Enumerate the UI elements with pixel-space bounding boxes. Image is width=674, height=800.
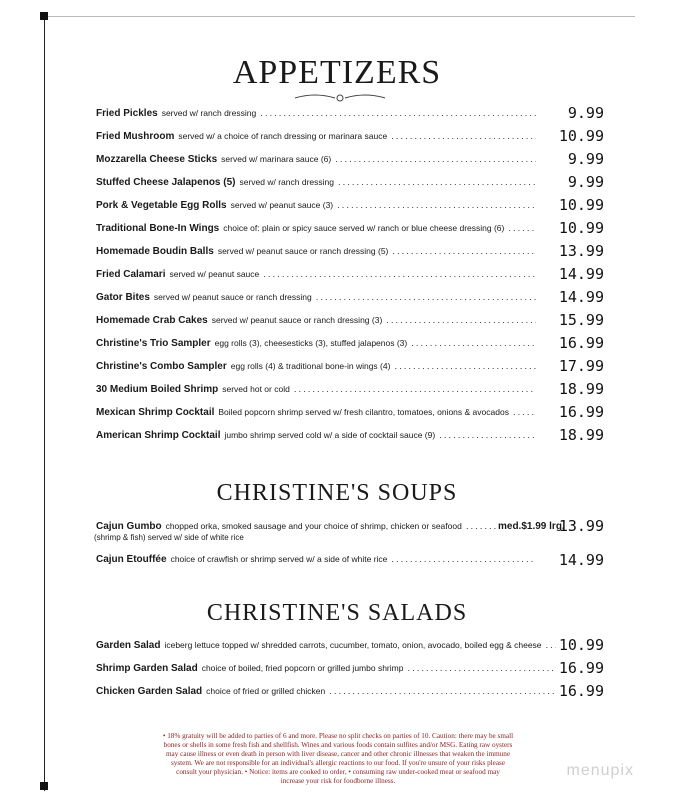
menu-item (96, 384, 536, 395)
item-price: 10.99 (558, 127, 604, 145)
item-subdesc: (shrimp & fish) served w/ side of white rice (94, 533, 244, 542)
item-desc: served w/ ranch dressing (239, 177, 334, 187)
menu-item (96, 269, 536, 280)
item-name: Mexican Shrimp Cocktail (96, 407, 215, 418)
item-desc: iceberg lettuce topped w/ shredded carrots, cucumber, tomato, onion, avocado, boiled egg & cheese (164, 640, 542, 650)
menu-item (96, 686, 556, 697)
appetizers-title: APPETIZERS (232, 54, 442, 91)
item-price: 13.99 (558, 517, 604, 535)
item-name: American Shrimp Cocktail (96, 430, 221, 441)
item-price: 9.99 (567, 104, 604, 122)
item-desc: served hot or cold (222, 384, 290, 394)
menu-item (96, 407, 536, 418)
menu-item (96, 663, 556, 674)
item-name: Shrimp Garden Salad (96, 663, 198, 674)
item-price: 14.99 (558, 288, 604, 306)
menu-item (96, 430, 536, 441)
item-desc: served w/ peanut sauce (3) (230, 200, 334, 210)
item-desc: choice of boiled, fried popcorn or grilled jumbo shrimp (201, 663, 404, 673)
menu-item (96, 108, 536, 119)
item-desc: served w/ peanut sauce (169, 269, 260, 279)
item-price: 14.99 (558, 551, 604, 569)
menu-item (96, 315, 536, 326)
item-desc: choice of fried or grilled chicken (206, 686, 326, 696)
item-price: 16.99 (558, 682, 604, 700)
menu-item (96, 131, 536, 142)
menu-item (96, 640, 556, 651)
menu-item (96, 154, 536, 165)
item-desc: served w/ a choice of ranch dressing or marinara sauce (178, 131, 388, 141)
salads-title: CHRISTINE'S SALADS (206, 600, 468, 626)
item-desc: served w/ peanut sauce or ranch dressing (153, 292, 312, 302)
item-price: 13.99 (558, 242, 604, 260)
menu-item (96, 292, 536, 303)
watermark: menupix (566, 762, 634, 779)
item-price: 10.99 (558, 196, 604, 214)
gumbo-size-prices: med.$1.99 lrg. (498, 521, 565, 532)
soups-title: CHRISTINE'S SOUPS (216, 480, 458, 506)
menu-item (96, 361, 536, 372)
item-desc: served w/ peanut sauce or ranch dressing (5) (217, 246, 389, 256)
item-price: 16.99 (558, 334, 604, 352)
item-desc: jumbo shrimp served cold w/ a side of cocktail sauce (9) (224, 430, 436, 440)
item-price: 10.99 (558, 219, 604, 237)
item-name: 30 Medium Boiled Shrimp (96, 384, 219, 395)
item-desc: egg rolls (4) & traditional bone-in wings (4) (230, 361, 391, 371)
item-price: 9.99 (567, 150, 604, 168)
flourish-icon (290, 92, 390, 104)
item-name: Traditional Bone-In Wings (96, 223, 220, 234)
item-name: Christine's Trio Sampler (96, 338, 211, 349)
corner-mark (40, 12, 48, 20)
item-name: Mozzarella Cheese Sticks (96, 154, 218, 165)
item-name: Cajun Gumbo (96, 521, 162, 532)
item-desc: choice of: plain or spicy sauce served w/ ranch or blue cheese dressing (6) (223, 223, 505, 233)
item-name: Pork & Vegetable Egg Rolls (96, 200, 227, 211)
corner-mark (40, 782, 48, 790)
item-name: Fried Pickles (96, 108, 158, 119)
item-name: Gator Bites (96, 292, 150, 303)
item-name: Stuffed Cheese Jalapenos (5) (96, 177, 236, 188)
item-desc: Boiled popcorn shrimp served w/ fresh cilantro, tomatoes, onions & avocados (218, 407, 509, 417)
menu-item (96, 223, 536, 234)
item-price: 18.99 (558, 380, 604, 398)
item-desc: chopped orka, smoked sausage and your choice of shrimp, chicken or seafood (165, 521, 462, 531)
item-desc: egg rolls (3), cheesesticks (3), stuffed jalapenos (3) (214, 338, 408, 348)
item-name: Homemade Crab Cakes (96, 315, 208, 326)
item-price: 15.99 (558, 311, 604, 329)
menu-item (96, 338, 536, 349)
item-name: Christine's Combo Sampler (96, 361, 227, 372)
menu-item (96, 554, 536, 565)
menu-item (96, 200, 536, 211)
item-name: Cajun Étouffée (96, 554, 167, 565)
item-price: 18.99 (558, 426, 604, 444)
item-price: 16.99 (558, 659, 604, 677)
item-name: Fried Calamari (96, 269, 166, 280)
item-price: 16.99 (558, 403, 604, 421)
item-name: Garden Salad (96, 640, 161, 651)
item-name: Chicken Garden Salad (96, 686, 203, 697)
item-desc: served w/ ranch dressing (161, 108, 257, 118)
item-price: 14.99 (558, 265, 604, 283)
item-name: Fried Mushroom (96, 131, 175, 142)
menu-item (96, 246, 536, 257)
item-price: 17.99 (558, 357, 604, 375)
item-desc: served w/ peanut sauce or ranch dressing (3) (211, 315, 383, 325)
item-price: 9.99 (567, 173, 604, 191)
menu-item (96, 521, 496, 532)
menu-item (96, 177, 536, 188)
item-desc: choice of crawfish or shrimp served w/ a side of white rice (170, 554, 388, 564)
item-name: Homemade Boudin Balls (96, 246, 214, 257)
item-desc: served w/ marinara sauce (6) (221, 154, 332, 164)
footer-notice: • 18% gratuity will be added to parties of 6 and more. Please no split checks on parties of 10. Caution: there may be small bones or shells in some fresh fish and shellfish. Wines and various foods contain sulfites and/or MSG. Eating raw oysters may cause illness or even death in person with liver disease, cancer and other chronic illnesses that weaken the immune system. We are not responsible for an individual's allergic reactions to our food. If you're unsure of your risks please consult your physician. • Notice: items are cooked to order, • consuming raw under-cooked meat or seafood may increase your risk for foodborne illness. (162, 732, 514, 785)
item-price: 10.99 (558, 636, 604, 654)
